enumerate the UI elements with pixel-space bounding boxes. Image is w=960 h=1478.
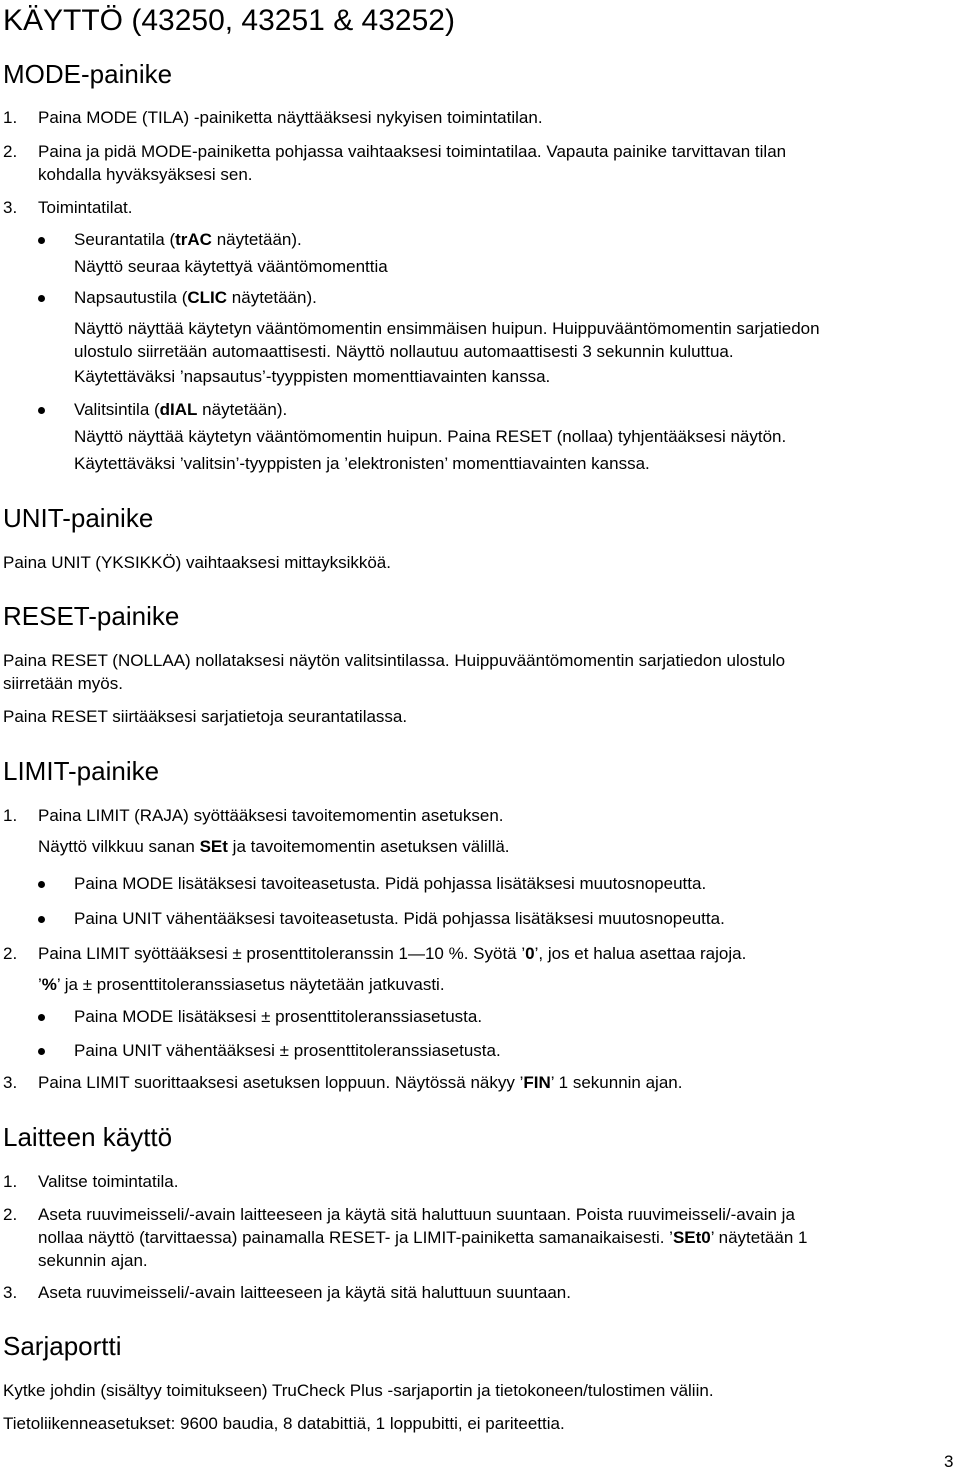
serial-text-1: Kytke johdin (sisältyy toimitukseen) TruCheck Plus -sarjaportin ja tietokoneen/tulostimen väliin. <box>3 1381 714 1400</box>
mode-click-desc-1: Näyttö näyttää käytetyn vääntömomentin ensimmäisen huipun. Huippuvääntömomentin sarjatiedon <box>74 319 820 338</box>
limit-item-2-sub: ’%’ ja ± prosenttitoleranssiasetus näytetään jatkuvasti. <box>38 975 445 994</box>
usage-item-number: 1. <box>3 1172 18 1191</box>
serial-text-2: Tietoliikenneasetukset: 9600 baudia, 8 databittiä, 1 loppubitti, ei pariteettia. <box>3 1414 565 1433</box>
usage-item-number: 2. <box>3 1205 18 1224</box>
serial-heading: Sarjaportti <box>3 1331 122 1361</box>
mode-heading: MODE-painike <box>3 59 173 89</box>
bullet-icon <box>38 916 45 923</box>
reset-text-1-line-1: Paina RESET (NOLLAA) nollataksesi näytön valitsintilassa. Huippuvääntömomentin sarjatiedon ulostulo <box>3 651 786 670</box>
limit-item-1-bullet-2: Paina UNIT vähentääksesi tavoiteasetusta. Pidä pohjassa lisätäksesi muutosnopeutta. <box>74 909 725 928</box>
limit-heading: LIMIT-painike <box>3 756 160 786</box>
mode-click-desc-3: Käytettäväksi ’napsautus’-tyyppisten momenttiavainten kanssa. <box>74 367 551 386</box>
page-number: 3 <box>944 1452 954 1471</box>
usage-heading: Laitteen käyttö <box>3 1122 173 1152</box>
reset-text-1-line-2: siirretään myös. <box>3 674 123 693</box>
limit-item-number: 2. <box>3 944 18 963</box>
mode-click-title: Napsautustila (CLIC näytetään). <box>74 288 317 307</box>
bullet-icon <box>38 237 45 244</box>
usage-item-1: Valitse toimintatila. <box>38 1172 179 1191</box>
usage-item-2-line-3: sekunnin ajan. <box>38 1251 148 1270</box>
mode-item-2-line-1: Paina ja pidä MODE-painiketta pohjassa vaihtaaksesi toimintatilaa. Vapauta painike tarvittavan tilan <box>38 142 787 161</box>
reset-heading: RESET-painike <box>3 601 180 631</box>
mode-item-number: 2. <box>3 142 18 161</box>
mode-dial-desc-2: Käytettäväksi ’valitsin’-tyyppisten ja ’elektronisten’ momenttiavainten kanssa. <box>74 454 650 473</box>
mode-tracking-desc: Näyttö seuraa käytettyä vääntömomenttia <box>74 257 388 276</box>
usage-item-2-line-2: nollaa näyttö (tarvittaessa) painamalla RESET- ja LIMIT-painiketta samanaikaisesti. ’SEt0’ näytetään 1 <box>38 1228 808 1247</box>
bullet-icon <box>38 1014 45 1021</box>
bullet-icon <box>38 407 45 414</box>
bullet-icon <box>38 295 45 302</box>
unit-text: Paina UNIT (YKSIKKÖ) vaihtaaksesi mittayksikköä. <box>3 553 391 572</box>
limit-item-1: Paina LIMIT (RAJA) syöttääksesi tavoitemomentin asetuksen. <box>38 806 504 825</box>
limit-item-1-sub: Näyttö vilkkuu sanan SEt ja tavoitemomentin asetuksen välillä. <box>38 837 510 856</box>
mode-item-number: 3. <box>3 198 18 217</box>
mode-item-1: Paina MODE (TILA) -painiketta näyttääksesi nykyisen toimintatilan. <box>38 108 543 127</box>
usage-item-number: 3. <box>3 1283 18 1302</box>
limit-item-3: Paina LIMIT suorittaaksesi asetuksen loppuun. Näytössä näkyy ’FIN’ 1 sekunnin ajan. <box>38 1073 683 1092</box>
mode-item-number: 1. <box>3 108 18 127</box>
mode-dial-title: Valitsintila (dIAL näytetään). <box>74 400 288 419</box>
limit-item-number: 1. <box>3 806 18 825</box>
mode-click-desc-2: ulostulo siirretään automaattisesti. Näyttö nollautuu automaattisesti 3 sekunnin kuluttua. <box>74 342 734 361</box>
mode-tracking-title: Seurantatila (trAC näytetään). <box>74 230 302 249</box>
limit-item-2: Paina LIMIT syöttääksesi ± prosenttitoleranssin 1—10 %. Syötä ’0’, jos et halua asettaa rajoja. <box>38 944 747 963</box>
bullet-icon <box>38 881 45 888</box>
usage-item-3: Aseta ruuvimeisseli/-avain laitteeseen ja käytä sitä haluttuun suuntaan. <box>38 1283 571 1302</box>
limit-item-number: 3. <box>3 1073 18 1092</box>
unit-heading: UNIT-painike <box>3 503 154 533</box>
limit-item-2-bullet-1: Paina MODE lisätäksesi ± prosenttitoleranssiasetusta. <box>74 1007 483 1026</box>
mode-item-3: Toimintatilat. <box>38 198 133 217</box>
limit-item-2-bullet-2: Paina UNIT vähentääksesi ± prosenttitoleranssiasetusta. <box>74 1041 501 1060</box>
reset-text-2: Paina RESET siirtääksesi sarjatietoja seurantatilassa. <box>3 707 408 726</box>
bullet-icon <box>38 1048 45 1055</box>
page-title: KÄYTTÖ (43250, 43251 & 43252) <box>3 4 455 37</box>
usage-item-2-line-1: Aseta ruuvimeisseli/-avain laitteeseen ja käytä sitä haluttuun suuntaan. Poista ruuvimeisseli/-avain ja <box>38 1205 795 1224</box>
mode-dial-desc-1: Näyttö näyttää käytetyn vääntömomentin huipun. Paina RESET (nollaa) tyhjentääksesi näytön. <box>74 427 787 446</box>
limit-item-1-bullet-1: Paina MODE lisätäksesi tavoiteasetusta. Pidä pohjassa lisätäksesi muutosnopeutta. <box>74 874 707 893</box>
mode-item-2-line-2: kohdalla hyväksyäksesi sen. <box>38 165 253 184</box>
